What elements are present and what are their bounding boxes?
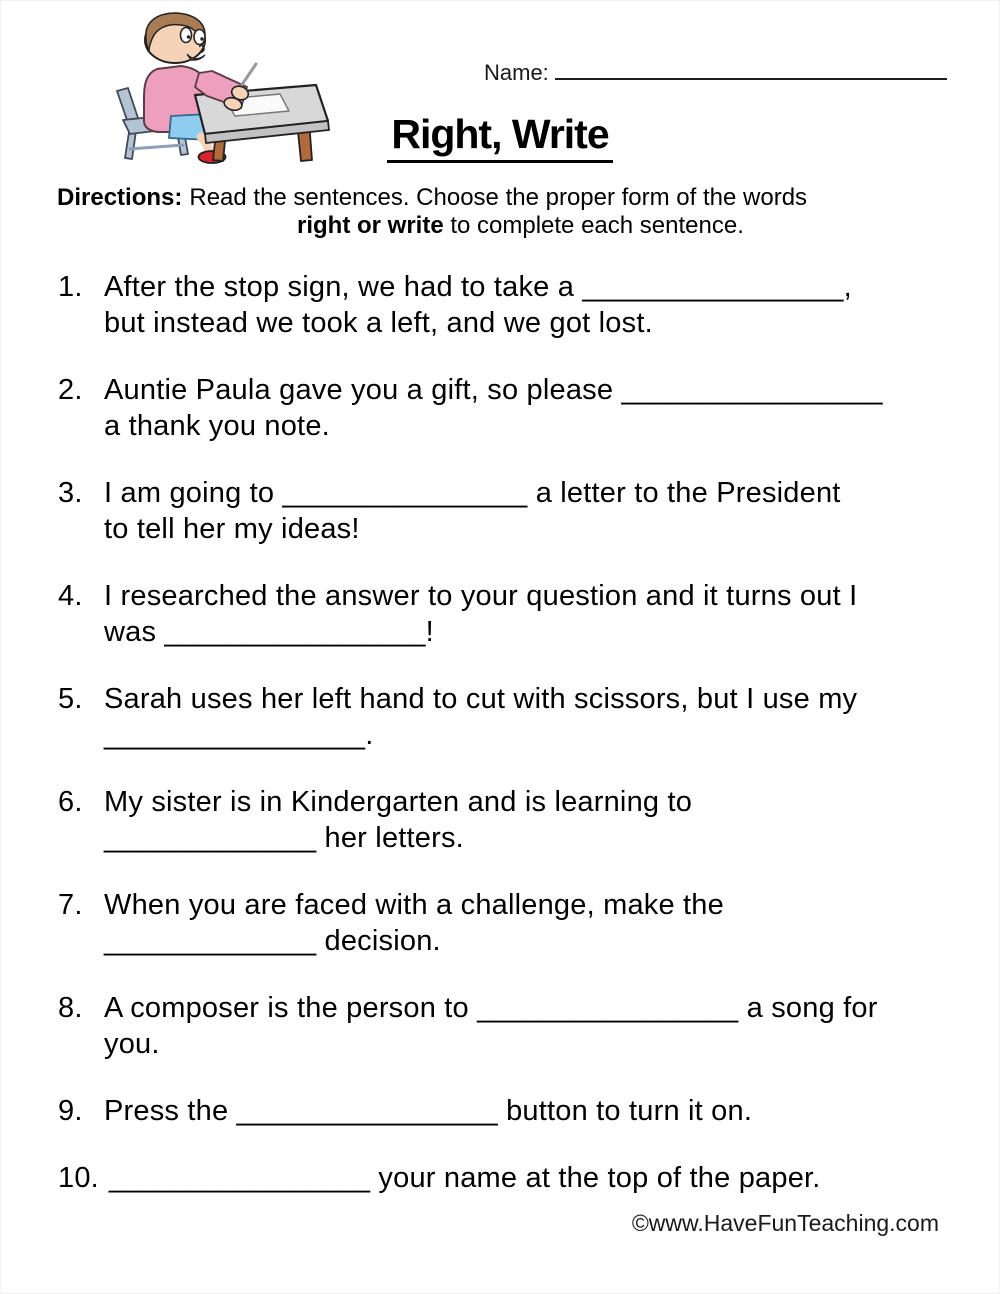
item-text (109, 1160, 969, 1196)
item-text (104, 990, 969, 1062)
sentence-item-2 (58, 372, 969, 444)
item-number: 6. (58, 786, 83, 818)
directions-line-1 (57, 184, 807, 212)
item-line: Auntie Paula gave you a gift, so please ________________ (104, 374, 883, 406)
page-title: Right, Write (387, 111, 612, 163)
item-number: 4. (58, 580, 83, 612)
item-line: ________________. (104, 719, 374, 751)
copyright-footer: ©www.HaveFunTeaching.com (631, 1210, 939, 1236)
title-wrap (1, 111, 999, 163)
item-text (104, 784, 969, 856)
item-number: 1. (58, 271, 83, 303)
item-text (104, 681, 969, 753)
item-line: _____________ her letters. (104, 822, 464, 854)
sentence-item-3 (58, 475, 969, 547)
directions-line-2 (297, 212, 744, 240)
name-row (484, 58, 947, 86)
name-label: Name: (484, 60, 549, 85)
sentence-item-4 (58, 578, 969, 650)
item-text (104, 887, 969, 959)
item-number: 9. (58, 1095, 83, 1127)
item-number: 8. (58, 992, 83, 1024)
directions-bold-words: right or write (297, 212, 444, 239)
item-line: I researched the answer to your question and it turns out I (104, 580, 858, 612)
item-line: but instead we took a left, and we got lost. (104, 307, 653, 339)
item-line: After the stop sign, we had to take a ________________, (104, 271, 852, 303)
sentence-list (58, 269, 969, 1227)
sentence-item-5 (58, 681, 969, 753)
sentence-item-10 (58, 1160, 969, 1196)
item-line: Sarah uses her left hand to cut with scissors, but I use my (104, 683, 858, 715)
item-line: a thank you note. (104, 410, 330, 442)
item-number: 2. (58, 374, 83, 406)
item-line: you. (104, 1028, 160, 1060)
item-text (104, 1093, 969, 1129)
item-line: _____________ decision. (104, 925, 441, 957)
item-line: A composer is the person to ________________ a song for (104, 992, 878, 1024)
item-line: ________________ your name at the top of the paper. (108, 1162, 821, 1194)
item-line: was ________________! (104, 616, 434, 648)
sentence-item-8 (58, 990, 969, 1062)
item-text (104, 372, 969, 444)
item-line: I am going to _______________ a letter to the President (104, 477, 841, 509)
item-text (104, 578, 969, 650)
item-text (104, 475, 969, 547)
directions-text-rest: to complete each sentence. (443, 212, 744, 239)
sentence-item-9 (58, 1093, 969, 1129)
item-text (104, 269, 969, 341)
directions-text: Read the sentences. Choose the proper form of the words (189, 184, 808, 211)
item-number: 7. (58, 889, 83, 921)
item-line: When you are faced with a challenge, make the (104, 889, 724, 921)
item-line: Press the ________________ button to turn it on. (104, 1095, 753, 1127)
item-number: 5. (58, 683, 83, 715)
directions-label: Directions: (57, 184, 183, 211)
name-blank-line (555, 58, 947, 80)
item-line: to tell her my ideas! (104, 513, 360, 545)
item-line: My sister is in Kindergarten and is learning to (104, 786, 693, 818)
item-number: 10. (58, 1162, 99, 1194)
sentence-item-7 (58, 887, 969, 959)
item-number: 3. (58, 477, 83, 509)
sentence-item-1 (58, 269, 969, 341)
sentence-item-6 (58, 784, 969, 856)
